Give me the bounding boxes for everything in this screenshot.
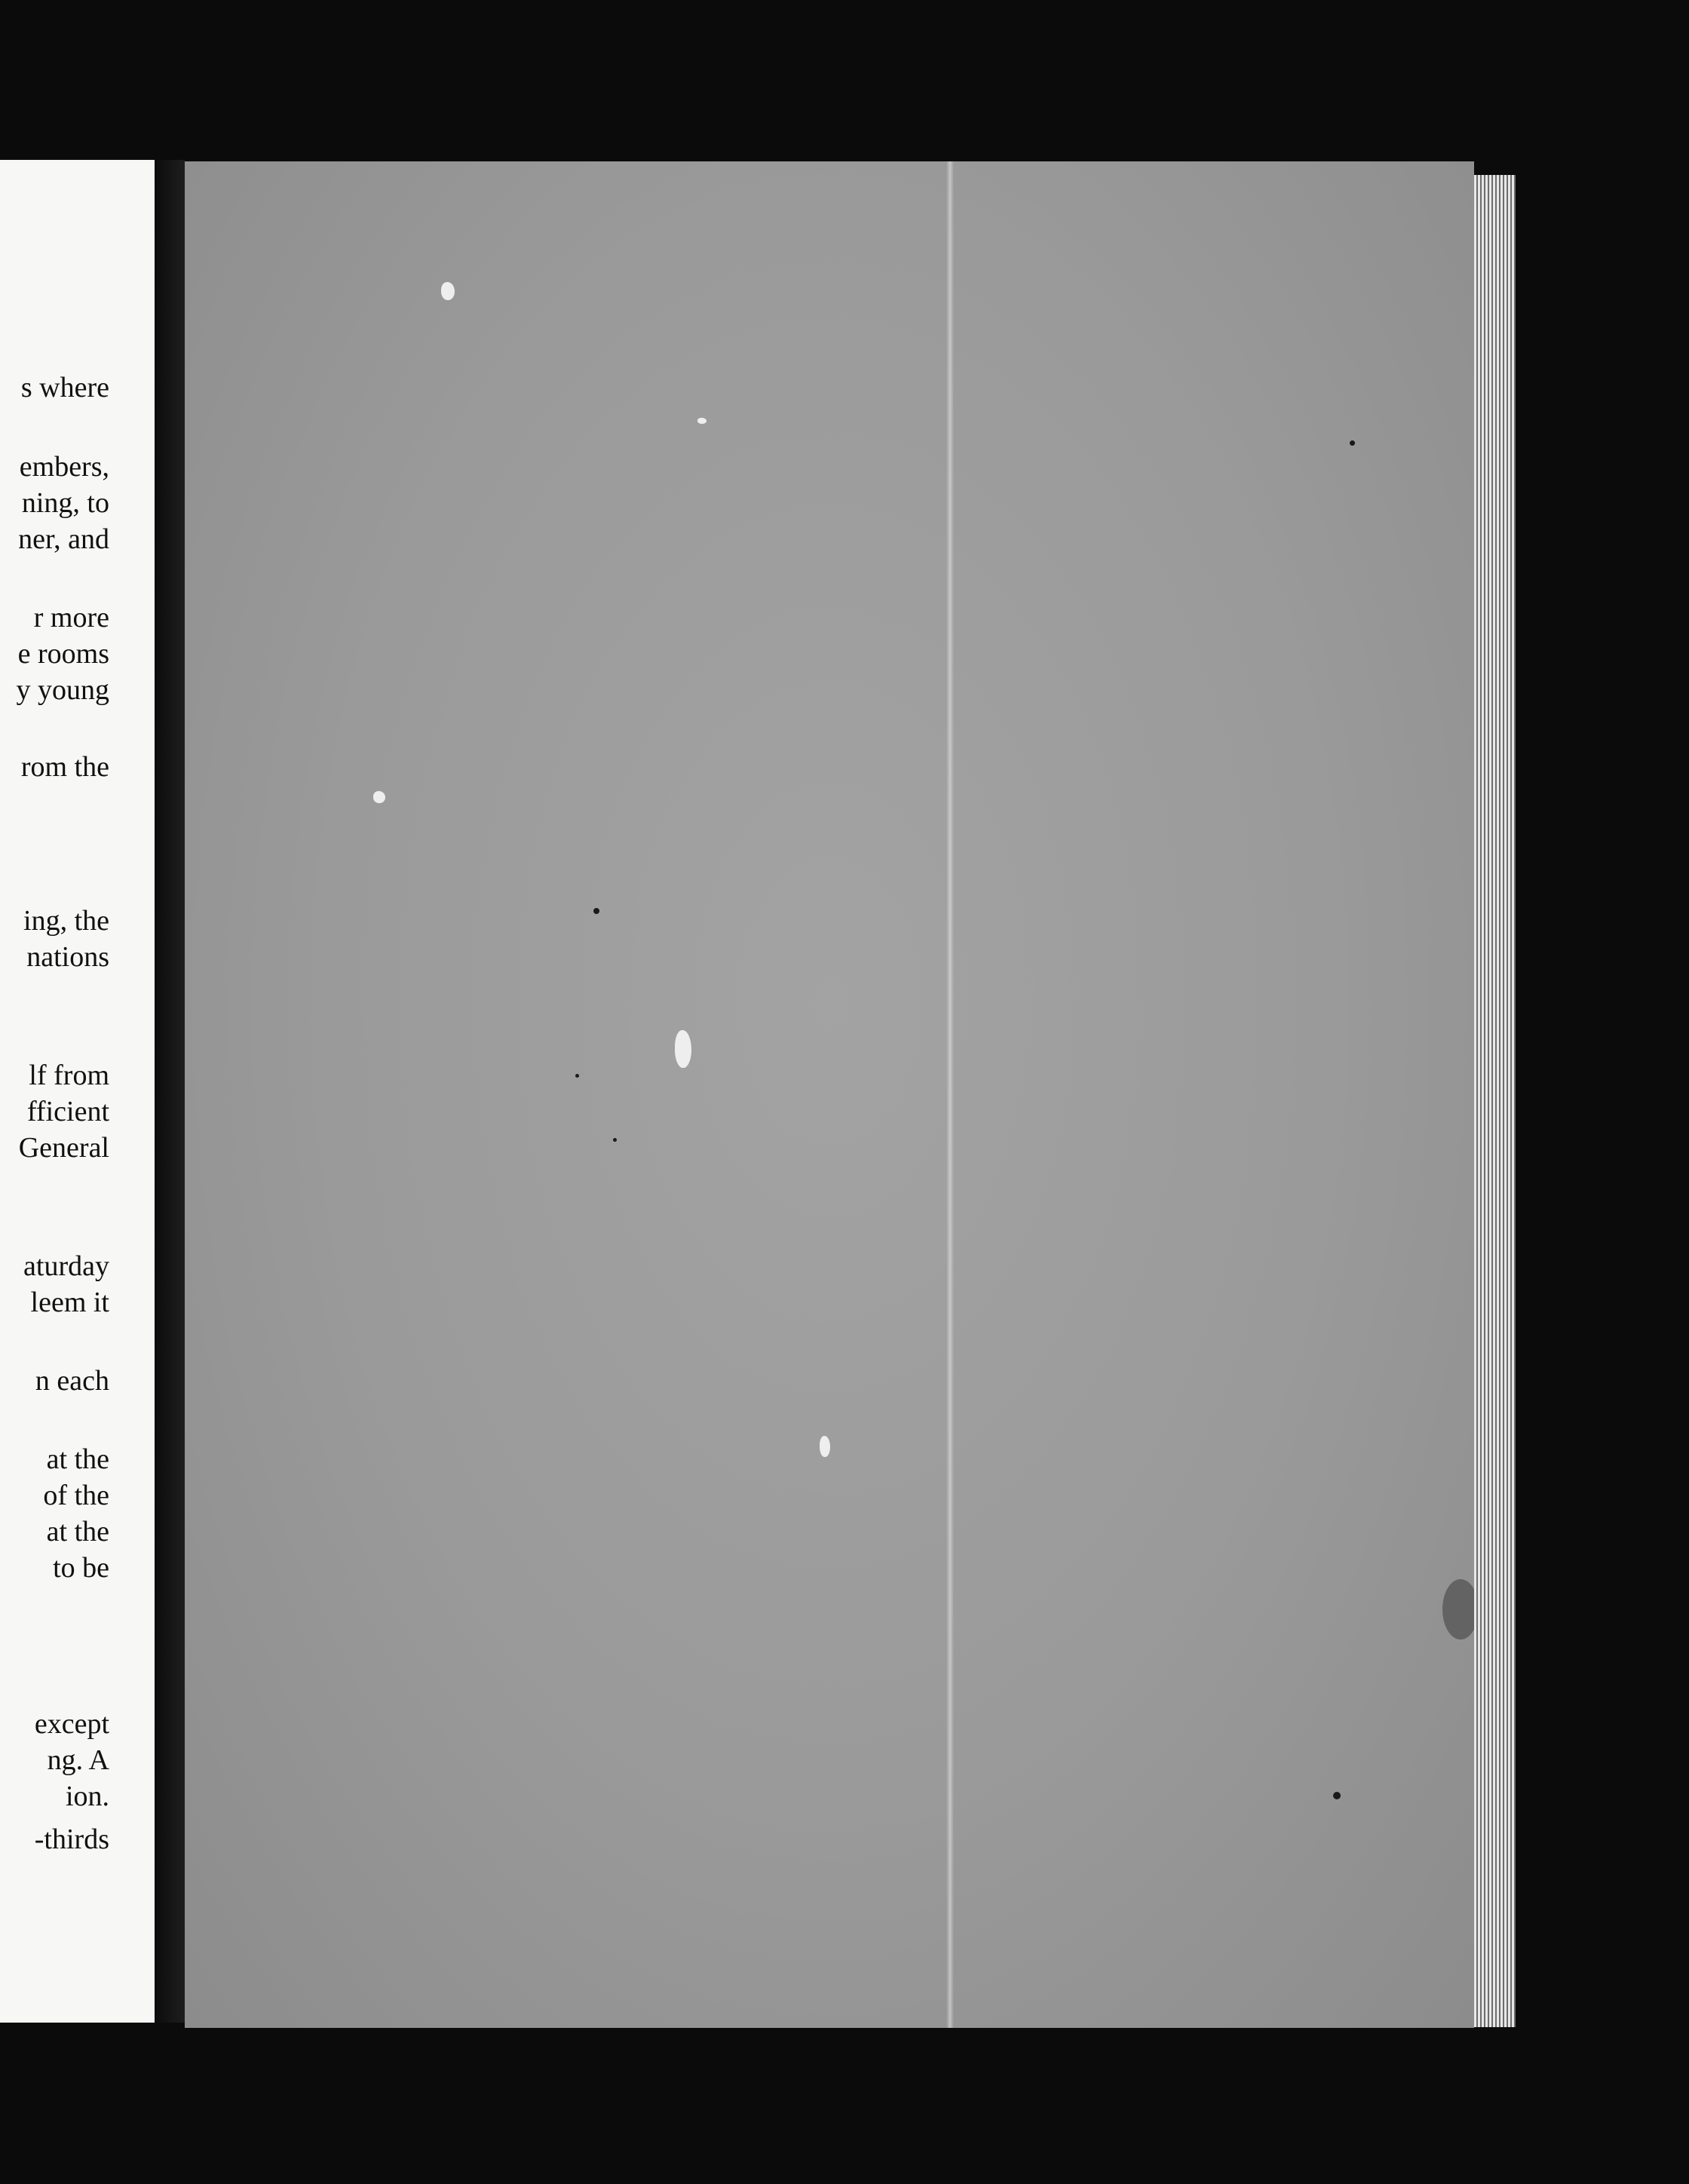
- dust-speck: [1350, 440, 1355, 446]
- page-fold-line: [946, 161, 954, 2028]
- paper-fleck: [697, 418, 707, 424]
- text-line: ing, the: [23, 905, 109, 937]
- book-gutter: [155, 160, 185, 2023]
- page-edge-stack: [1474, 175, 1516, 2030]
- paper-fleck: [441, 282, 455, 300]
- text-line: except: [34, 1708, 109, 1740]
- text-line: ning, to: [21, 487, 109, 519]
- text-line: embers,: [19, 451, 109, 483]
- dust-speck: [593, 908, 599, 914]
- paper-fleck: [675, 1030, 691, 1068]
- text-line: leem it: [30, 1287, 109, 1318]
- text-line: ng. A: [47, 1744, 109, 1776]
- right-page-blank: [185, 161, 1474, 2028]
- paper-fleck: [373, 791, 385, 803]
- text-line: General: [18, 1132, 109, 1164]
- text-line: lf from: [29, 1060, 109, 1091]
- text-line: nations: [26, 941, 109, 973]
- text-line: -thirds: [34, 1824, 109, 1855]
- left-page: [0, 160, 155, 2023]
- text-line: ner, and: [18, 523, 109, 555]
- text-line: to be: [53, 1552, 109, 1584]
- paper-fleck: [820, 1436, 830, 1457]
- text-line: rom the: [20, 751, 109, 783]
- text-line: n each: [35, 1365, 109, 1397]
- text-line: y young: [16, 674, 109, 706]
- page-stain: [1442, 1579, 1479, 1640]
- text-line: of the: [43, 1480, 109, 1511]
- page-edge-cap: [1474, 2027, 1516, 2036]
- text-line: r more: [33, 602, 109, 633]
- text-line: at the: [46, 1516, 109, 1548]
- text-line: fficient: [26, 1096, 109, 1127]
- text-line: at the: [46, 1443, 109, 1475]
- text-line: ion.: [65, 1781, 109, 1812]
- dust-speck: [575, 1074, 579, 1078]
- dust-speck: [1333, 1792, 1341, 1799]
- text-line: e rooms: [17, 638, 109, 670]
- dust-speck: [613, 1138, 617, 1142]
- text-line: s where: [20, 372, 109, 403]
- text-line: aturday: [23, 1250, 109, 1282]
